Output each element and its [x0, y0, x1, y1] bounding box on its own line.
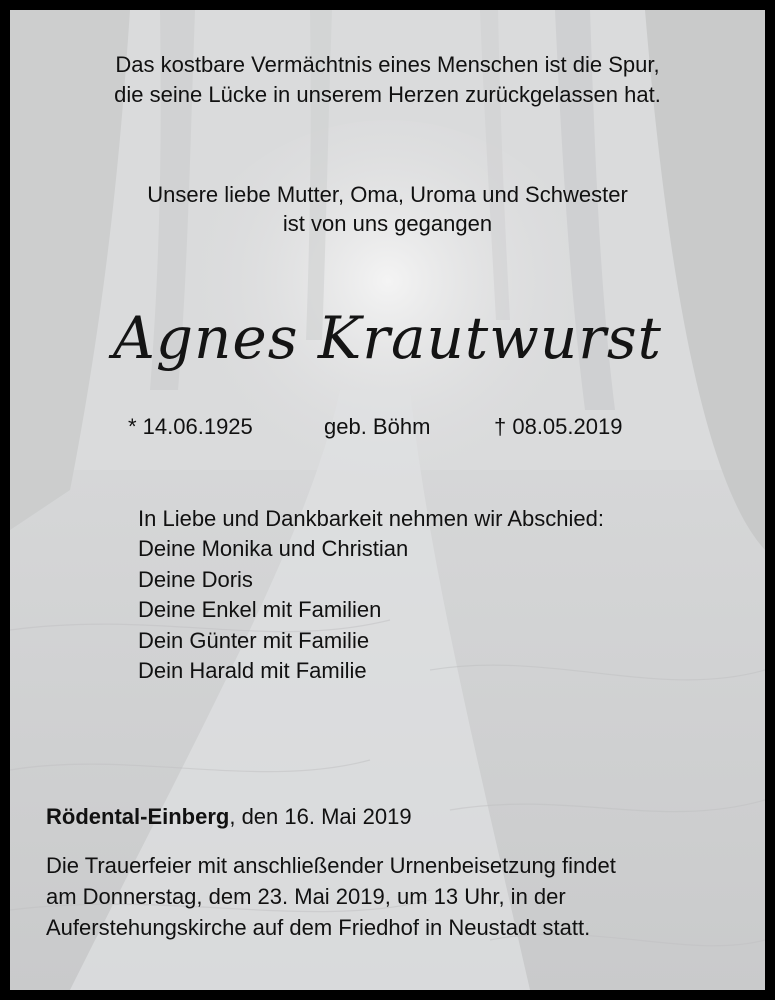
intro-line-1: Unsere liebe Mutter, Oma, Uroma und Schwester	[147, 182, 628, 207]
family-member: Dein Harald mit Familie	[138, 658, 367, 684]
family-member: Deine Monika und Christian	[138, 536, 409, 562]
family-member: Dein Günter mit Familie	[138, 627, 370, 653]
funeral-line-3: Auferstehungskirche auf dem Friedhof in Neustadt statt.	[46, 915, 591, 940]
deceased-name: Agnes Krautwurst	[113, 304, 662, 372]
funeral-line-1: Die Trauerfeier mit anschließender Urnenbeisetzung findet	[46, 853, 616, 878]
family-heading: In Liebe und Dankbarkeit nehmen wir Abschied:	[138, 506, 604, 531]
forest-path-background-image	[10, 10, 765, 990]
place-town: Rödental-Einberg	[46, 804, 230, 829]
family-member: Deine Enkel mit Familien	[138, 597, 382, 623]
quote-line-1: Das kostbare Vermächtnis eines Menschen ist die Spur,	[115, 52, 660, 77]
birth-date: * 14.06.1925	[128, 414, 253, 439]
place-and-date	[46, 802, 412, 832]
intro-line-2: ist von uns gegangen	[282, 211, 493, 236]
funeral-line-2: am Donnerstag, dem 23. Mai 2019, um 13 Uhr, in der	[46, 884, 566, 909]
place-date: , den 16. Mai 2019	[229, 804, 412, 829]
death-date: † 08.05.2019	[494, 414, 623, 439]
quote-line-2: die seine Lücke in unserem Herzen zurückgelassen hat.	[114, 82, 661, 107]
family-member: Deine Doris	[138, 566, 253, 592]
maiden-name: geb. Böhm	[324, 414, 431, 439]
funeral-details	[46, 850, 616, 943]
family-farewell	[138, 504, 604, 686]
